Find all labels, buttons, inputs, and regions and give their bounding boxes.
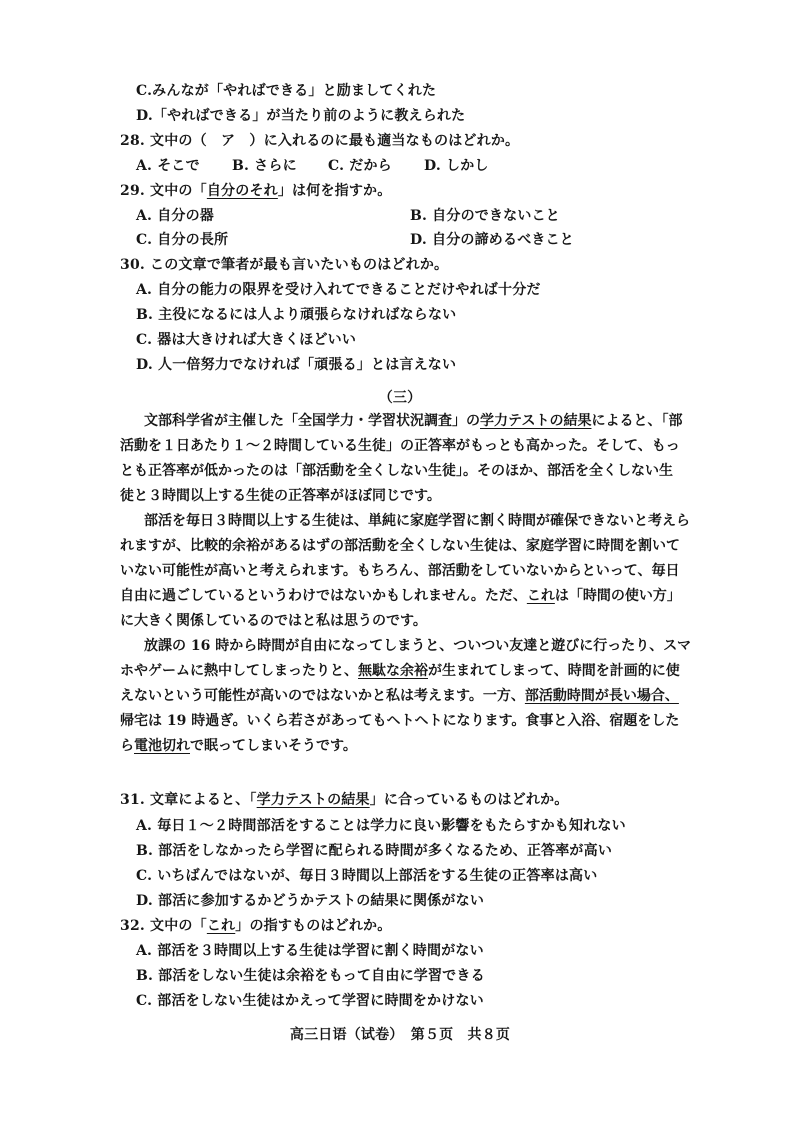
text: ホやゲームに熱中してしまったりと、: [120, 663, 358, 679]
underlined-phrase-mudana-yoyu: 無駄な余裕: [358, 663, 428, 679]
q28-prompt: 28. 文中の（ ア ）に入れるのに最も適当なものはどれか。: [120, 133, 520, 149]
underlined-word-denchigire: 電池切れ: [134, 738, 190, 754]
q27-option-c: C.みんなが「やればできる」と励ましてくれた: [136, 83, 437, 99]
q32-underlined-word: これ: [206, 918, 236, 934]
q27-option-d: D.「やればできる」が当たり前のように教えられた: [136, 108, 466, 124]
q29-option-a: A. 自分の器: [136, 208, 215, 224]
q31-option-c: C. いちばんではないが、毎日３時間以上部活をする生徒の正答率は高い: [136, 868, 598, 884]
q31-prefix: 31. 文章によると、「: [120, 792, 257, 808]
q30-option-d: D. 人一倍努力でなければ「頑張る」とは言えない: [136, 357, 457, 373]
text: 自由に過ごしているというわけではないかもしれません。ただ、: [120, 588, 527, 604]
passage-p2-line-3: いない可能性が高いと考えられます。もちろん、部活動をしていないからといって、毎日: [120, 563, 680, 579]
q29-underlined-phrase: 自分のそれ: [206, 183, 278, 199]
passage-p3-line-1: 放課の 16 時から時間が自由になってしまうと、ついつい友達と遊びに行ったり、スマ: [144, 638, 691, 654]
passage-p3-line-4: 帰宅は 19 時過ぎ。いくら若さがあってもヘトヘトになります。食事と入浴、宿題をした: [120, 713, 680, 729]
q31-option-b: B. 部活をしなかったら学習に配られる時間が多くなるため、正答率が高い: [136, 843, 613, 859]
q31-option-d: D. 部活に参加するかどうかテストの結果に関係がない: [136, 893, 485, 909]
q28-option-a: A. そこで: [136, 158, 200, 174]
text: 文部科学省が主催した「全国学力・学習状況調査」の: [144, 413, 480, 429]
q30-option-b: B. 主役になるには人より頑張らなければならない: [136, 307, 457, 323]
q29-prompt: [120, 180, 391, 202]
underlined-phrase-bukatsu-nagai: 部活動時間が長い場合、: [524, 688, 679, 704]
passage-p2-line-1: 部活を毎日３時間以上する生徒は、単純に家庭学習に割く時間が確保できないと考えら: [144, 513, 690, 529]
passage-p3-line-2: [120, 659, 680, 683]
passage-p2-line-2: れますが、比較的余裕があるはずの部活動を全くしない生徒は、家庭学習に時間を割いて: [120, 538, 680, 554]
passage-p1-line-4: 徒と３時間以上する生徒の正答率がほぼ同じです。: [120, 488, 441, 504]
q28-option-d: D. しかし: [424, 158, 489, 174]
q31-prompt: [120, 789, 569, 811]
q32-prefix: 32. 文中の「: [120, 918, 207, 934]
passage-p2-line-5: に大きく関係しているのではと私は思うのです。: [120, 613, 427, 629]
underlined-word-kore: これ: [526, 588, 555, 604]
text: ら: [120, 738, 134, 754]
q32-option-b: B. 部活をしない生徒は余裕をもって自由に学習できる: [136, 968, 485, 984]
passage-p1-line-2: 活動を１日あたり１〜２時間している生徒」の正答率がもっとも高かった。そして、もっ: [120, 438, 680, 454]
q32-option-c: C. 部活をしない生徒はかえって学習に時間をかけない: [136, 993, 484, 1009]
passage-p2-line-4: [120, 584, 681, 608]
q30-prompt: 30. この文章で筆者が最も言いたいものはどれか。: [120, 257, 449, 273]
passage-p1-line-3: とも正答率が低かったのは「部活動を全くしない生徒」。そのほか、部活を全くしない生: [120, 463, 673, 479]
section-3-heading: （三）: [378, 390, 422, 406]
q32-prompt: [120, 915, 391, 937]
underlined-phrase-gakuryoku: 学力テストの結果: [480, 413, 592, 429]
q29-option-b: B. 自分のできないこと: [410, 208, 560, 224]
text: で眠ってしまいそうです。: [190, 738, 357, 754]
q28-option-c: C. だから: [328, 158, 392, 174]
q30-option-c: C. 器は大きければ大きくほどいい: [136, 332, 357, 348]
passage-p3-line-3: [120, 684, 679, 708]
q28-option-b: B. さらに: [232, 158, 297, 174]
q29-prefix: 29. 文中の「: [120, 183, 207, 199]
page-footer: 高三日语（试卷） 第５页 共８页: [289, 1027, 511, 1043]
q31-suffix: 」に合っているものはどれか。: [369, 792, 569, 808]
text: は「時間の使い方」: [554, 588, 681, 604]
q32-suffix: 」の指すものはどれか。: [235, 918, 392, 934]
q29-option-c: C. 自分の長所: [136, 232, 229, 248]
passage-p3-line-5: [120, 734, 357, 758]
q29-option-d: D. 自分の諦めるべきこと: [410, 232, 574, 248]
passage-p1-line-1: [144, 409, 682, 433]
text: によると、「部: [591, 413, 683, 429]
q32-option-a: A. 部活を３時間以上する生徒は学習に割く時間がない: [136, 943, 484, 959]
q30-option-a: A. 自分の能力の限界を受け入れてできることだけやれば十分だ: [136, 282, 541, 298]
q31-underlined-phrase: 学力テストの結果: [256, 792, 370, 808]
text: が生まれてしまって、時間を計画的に使: [428, 663, 680, 679]
q31-option-a: A. 毎日１〜２時間部活をすることは学力に良い影響をもたらすかも知れない: [136, 818, 626, 834]
text: えないという可能性が高いのではないかと私は考えます。一方、: [120, 688, 525, 704]
q29-suffix: 」は何を指すか。: [277, 183, 392, 199]
